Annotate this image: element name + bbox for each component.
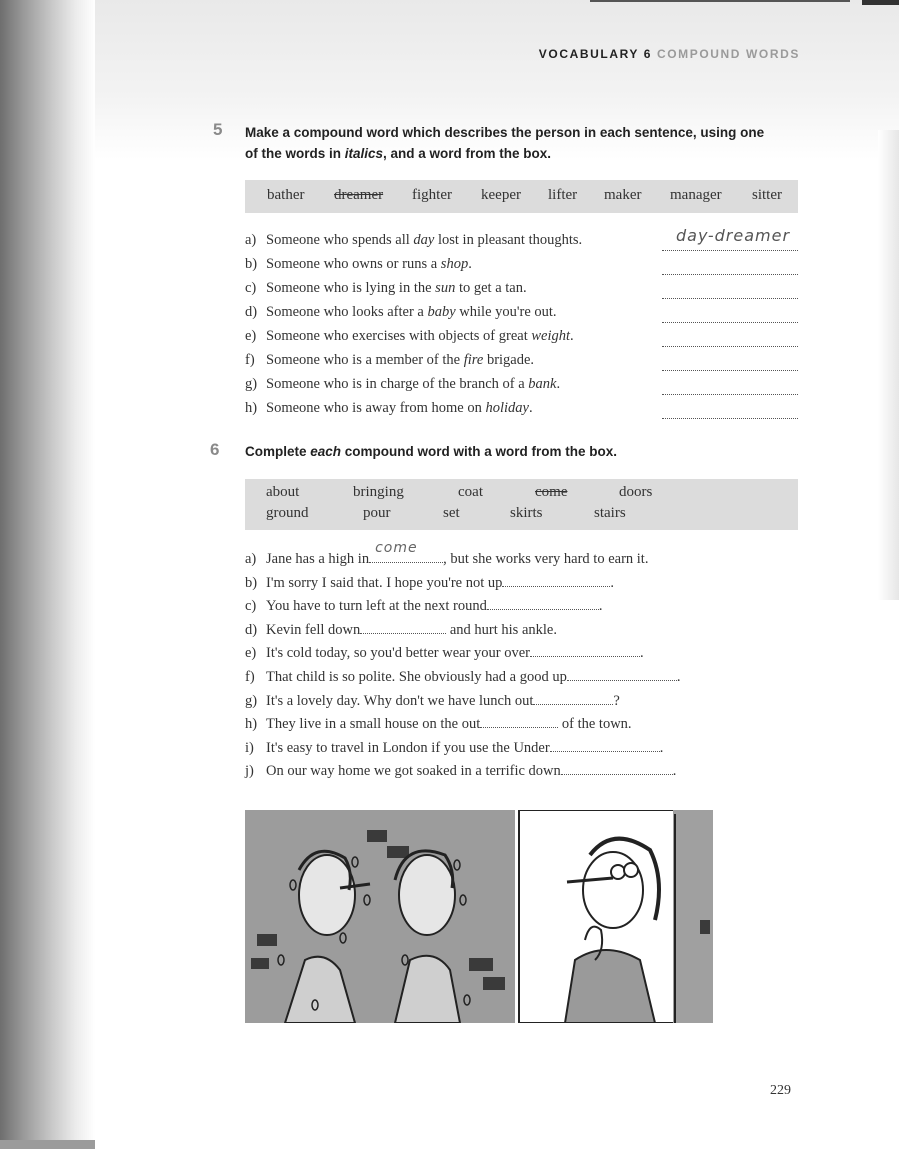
item-text: Someone who is a member of the — [266, 352, 464, 368]
two-men-in-rain-panel — [245, 810, 515, 1023]
item-text: Someone who exercises with objects of great — [266, 328, 532, 344]
item-label: c) — [245, 280, 257, 296]
fill-in-blank — [561, 762, 673, 775]
item-text-end: . — [672, 763, 677, 780]
item-label: g) — [245, 376, 258, 392]
instruction-line-2a: of the words in — [245, 146, 345, 161]
answer-blank — [662, 284, 798, 299]
box-word-struck: dreamer — [334, 187, 384, 203]
item-text: They live in a small house on the out — [266, 716, 481, 733]
header-topic: COMPOUND WORDS — [656, 47, 800, 61]
exercise-5-item — [245, 400, 533, 417]
item-text: Someone who spends all — [266, 232, 414, 248]
instruction-line-1: Make a compound word which describes the person in each sentence, using one — [245, 125, 765, 140]
item-label: b) — [245, 256, 258, 272]
item-text: Someone who looks after a — [266, 304, 428, 320]
item-text-end: . — [610, 574, 614, 591]
item-label: a) — [245, 232, 257, 248]
box-word: lifter — [548, 187, 578, 203]
item-text: I'm sorry I said that. I hope you're not up — [266, 574, 503, 591]
header-section: VOCABULARY 6 — [538, 47, 652, 61]
item-text: Someone who is away from home on — [266, 400, 486, 416]
fill-in-blank — [360, 621, 446, 634]
item-text-end: . — [640, 645, 644, 662]
exercise-5-item — [245, 232, 582, 249]
item-text-end: to get a tan. — [455, 280, 527, 296]
exercise-6-item — [245, 762, 676, 780]
item-text-end: while you're out. — [455, 304, 557, 320]
item-text-end: . — [468, 256, 472, 272]
item-text: On our way home we got soaked in a terrific down — [266, 763, 561, 780]
item-text-end: lost in pleasant thoughts. — [434, 232, 583, 248]
exercise-5-item — [245, 304, 557, 321]
box-word: bather — [267, 187, 305, 203]
exercise-6-item — [245, 540, 649, 568]
item-text: It's easy to travel in London if you use the Under — [266, 739, 550, 756]
exercise-6-item — [245, 597, 602, 615]
item-label: j) — [245, 763, 254, 780]
item-italic-word: day — [413, 232, 435, 248]
box-word-struck: come — [535, 484, 568, 500]
fill-in-blank — [550, 739, 660, 752]
item-text: Someone who is lying in the — [266, 280, 436, 296]
item-label: d) — [245, 304, 258, 320]
exercise-6-item — [245, 692, 620, 710]
instruction-line-2b: , and a word from the box. — [383, 146, 552, 161]
box-word: fighter — [412, 187, 452, 203]
item-text: You have to turn left at the next round — [266, 598, 487, 615]
item-text: Someone who is in charge of the branch of a — [266, 376, 529, 392]
item-text-end: , but she works very hard to earn it. — [443, 551, 649, 567]
instruction-italic-each: each — [310, 444, 342, 459]
exercise-6-item — [245, 715, 632, 733]
item-text-end: . — [570, 328, 574, 344]
page-right-edge — [878, 130, 899, 600]
exercise-6-word-box — [245, 479, 798, 530]
top-rule — [590, 0, 850, 2]
item-text-end: of the town. — [558, 716, 632, 733]
box-word: doors — [619, 484, 653, 500]
example-answer-day-dreamer: day-dreamer — [676, 226, 791, 245]
answer-blank — [662, 332, 798, 347]
exercise-6-item — [245, 621, 557, 639]
exercise-5-number: 5 — [213, 120, 223, 139]
box-word: bringing — [353, 484, 404, 500]
item-label: b) — [245, 574, 258, 591]
answer-blank — [662, 356, 798, 371]
exercise-5-item — [245, 328, 574, 345]
item-text-end: . — [676, 669, 681, 685]
fill-in-blank — [487, 597, 599, 610]
instruction-italics-word: italics — [344, 146, 384, 161]
book-spine-shadow — [0, 0, 95, 1149]
fill-in-blank — [530, 644, 640, 657]
woman-at-door-panel — [519, 810, 713, 1023]
item-italic-word: bank — [528, 376, 557, 392]
item-italic-word: holiday — [485, 400, 529, 416]
item-text-end: brigade. — [483, 352, 535, 368]
box-word: ground — [266, 505, 309, 521]
box-word: maker — [604, 187, 642, 203]
answer-blank — [662, 308, 798, 323]
item-text-end: . — [556, 376, 561, 392]
instruction-part-1: Complete — [245, 444, 311, 459]
item-text: Jane has a high in — [266, 551, 370, 567]
exercise-5-word-box — [245, 180, 798, 213]
answer-blank — [662, 404, 798, 419]
fill-in-blank — [480, 715, 558, 728]
item-italic-word: shop — [440, 256, 469, 272]
item-text: It's cold today, so you'd better wear your over — [266, 645, 531, 662]
item-italic-word: baby — [427, 304, 456, 320]
exercise-5-item — [245, 376, 560, 393]
instruction-part-2: compound word with a word from the box. — [341, 444, 618, 459]
spine-base-shadow — [0, 1140, 95, 1149]
box-word: keeper — [481, 187, 521, 203]
item-text: Someone who owns or runs a — [266, 256, 441, 272]
fill-in-blank — [567, 668, 677, 681]
exercise-6-item — [245, 739, 663, 757]
box-word: coat — [458, 484, 483, 500]
item-text: That child is so polite. She obviously had a good up — [266, 669, 567, 685]
item-italic-word: sun — [435, 280, 456, 296]
corner-mark — [862, 0, 899, 5]
item-text-end: . — [528, 400, 533, 416]
item-text-end: and hurt his ankle. — [446, 621, 557, 638]
item-text-end: . — [659, 739, 664, 756]
item-label: c) — [245, 598, 257, 615]
exercise-6-item — [245, 668, 680, 686]
exercise-5-instruction — [245, 122, 805, 164]
cartoon-illustration — [245, 810, 713, 1023]
item-label: e) — [245, 645, 257, 662]
item-label: f) — [245, 669, 255, 685]
item-label: a) — [245, 551, 257, 567]
box-word: stairs — [594, 505, 626, 521]
box-word: manager — [670, 187, 722, 203]
fill-in-blank — [533, 692, 613, 705]
box-word: set — [443, 505, 460, 521]
exercise-6-number: 6 — [210, 440, 220, 459]
item-italic-word: fire — [463, 352, 484, 368]
item-label: e) — [245, 328, 257, 344]
page-number: 229 — [770, 1083, 791, 1098]
item-label: h) — [245, 400, 258, 416]
fill-in-blank — [502, 574, 610, 587]
item-text: It's a lovely day. Why don't we have lunch out — [266, 692, 534, 709]
item-label: g) — [245, 692, 258, 709]
exercise-5-item — [245, 280, 527, 297]
item-label: i) — [245, 739, 254, 756]
box-word: pour — [363, 505, 391, 521]
item-text: Kevin fell down — [266, 621, 361, 638]
exercise-6-item — [245, 644, 644, 662]
running-header — [470, 47, 800, 61]
item-label: h) — [245, 716, 258, 733]
exercise-6-instruction — [245, 441, 805, 462]
item-text-end: . — [598, 598, 603, 615]
item-label: d) — [245, 621, 258, 638]
box-word: skirts — [510, 505, 543, 521]
box-word: about — [266, 484, 300, 500]
exercise-5-item — [245, 352, 534, 369]
exercise-6-item — [245, 574, 614, 592]
box-word: sitter — [752, 187, 782, 203]
example-answer-come: come — [375, 540, 418, 556]
item-text-end: ? — [613, 692, 620, 709]
item-label: f) — [245, 352, 255, 368]
fill-in-blank — [369, 540, 443, 563]
exercise-5-item — [245, 256, 472, 273]
answer-blank — [662, 380, 798, 395]
answer-blank — [662, 260, 798, 275]
item-italic-word: weight — [531, 328, 571, 344]
